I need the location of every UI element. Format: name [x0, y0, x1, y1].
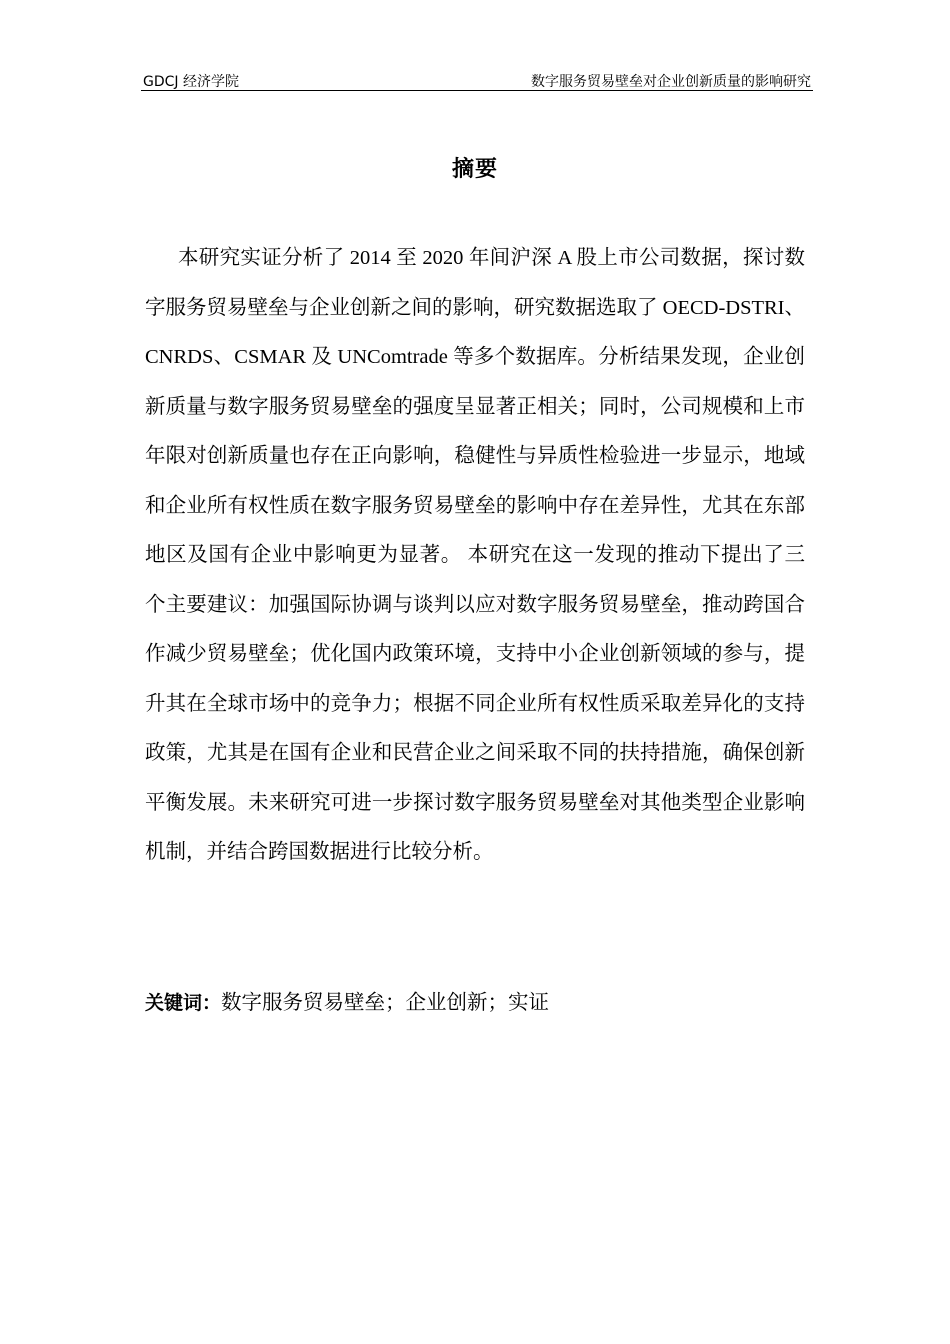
page-header — [141, 70, 813, 91]
abstract-title: 摘要 — [451, 157, 498, 182]
header-paper-title: 数字服务贸易壁垒对企业创新质量的影响研究 — [531, 74, 811, 90]
abstract-paragraph: 本研究实证分析了 2014 至 2020 年间沪深 A 股上市公司数据，探讨数字服务贸易壁垒与企业创新之间的影响，研究数据选取了 OECD-DSTRI、CNRDS、CSMAR 及 UNComtrade 等多个数据库。分析结果发现，企业创新质量与数字服务贸易壁垒的强度呈显著正相关；同时，公司规模和上市年限对创新质量也存在正向影响，稳健性与异质性检验进一步显示，地域和企业所有权性质在数字服务贸易壁垒的影响中存在差异性，尤其在东部地区及国有企业中影响更为显著。 本研究在这一发现的推动下提出了三个主要建议：加强国际协调与谈判以应对数字服务贸易壁垒，推动跨国合作减少贸易壁垒；优化国内政策环境，支持中小企业创新领域的参与，提升其在全球市场中的竞争力；根据不同企业所有权性质采取差异化的支持政策，尤其是在国有企业和民营企业之间采取不同的扶持措施，确保创新平衡发展。未来研究可进一步探讨数字服务贸易壁垒对其他类型企业影响机制，并结合跨国数据进行比较分析。 — [145, 247, 805, 863]
keywords-line — [145, 988, 805, 1018]
keywords-label: 关键词： — [145, 992, 222, 1014]
keywords-value: 数字服务贸易壁垒；企业创新；实证 — [221, 992, 550, 1014]
header-institution: GDCJ 经济学院 — [143, 74, 239, 90]
